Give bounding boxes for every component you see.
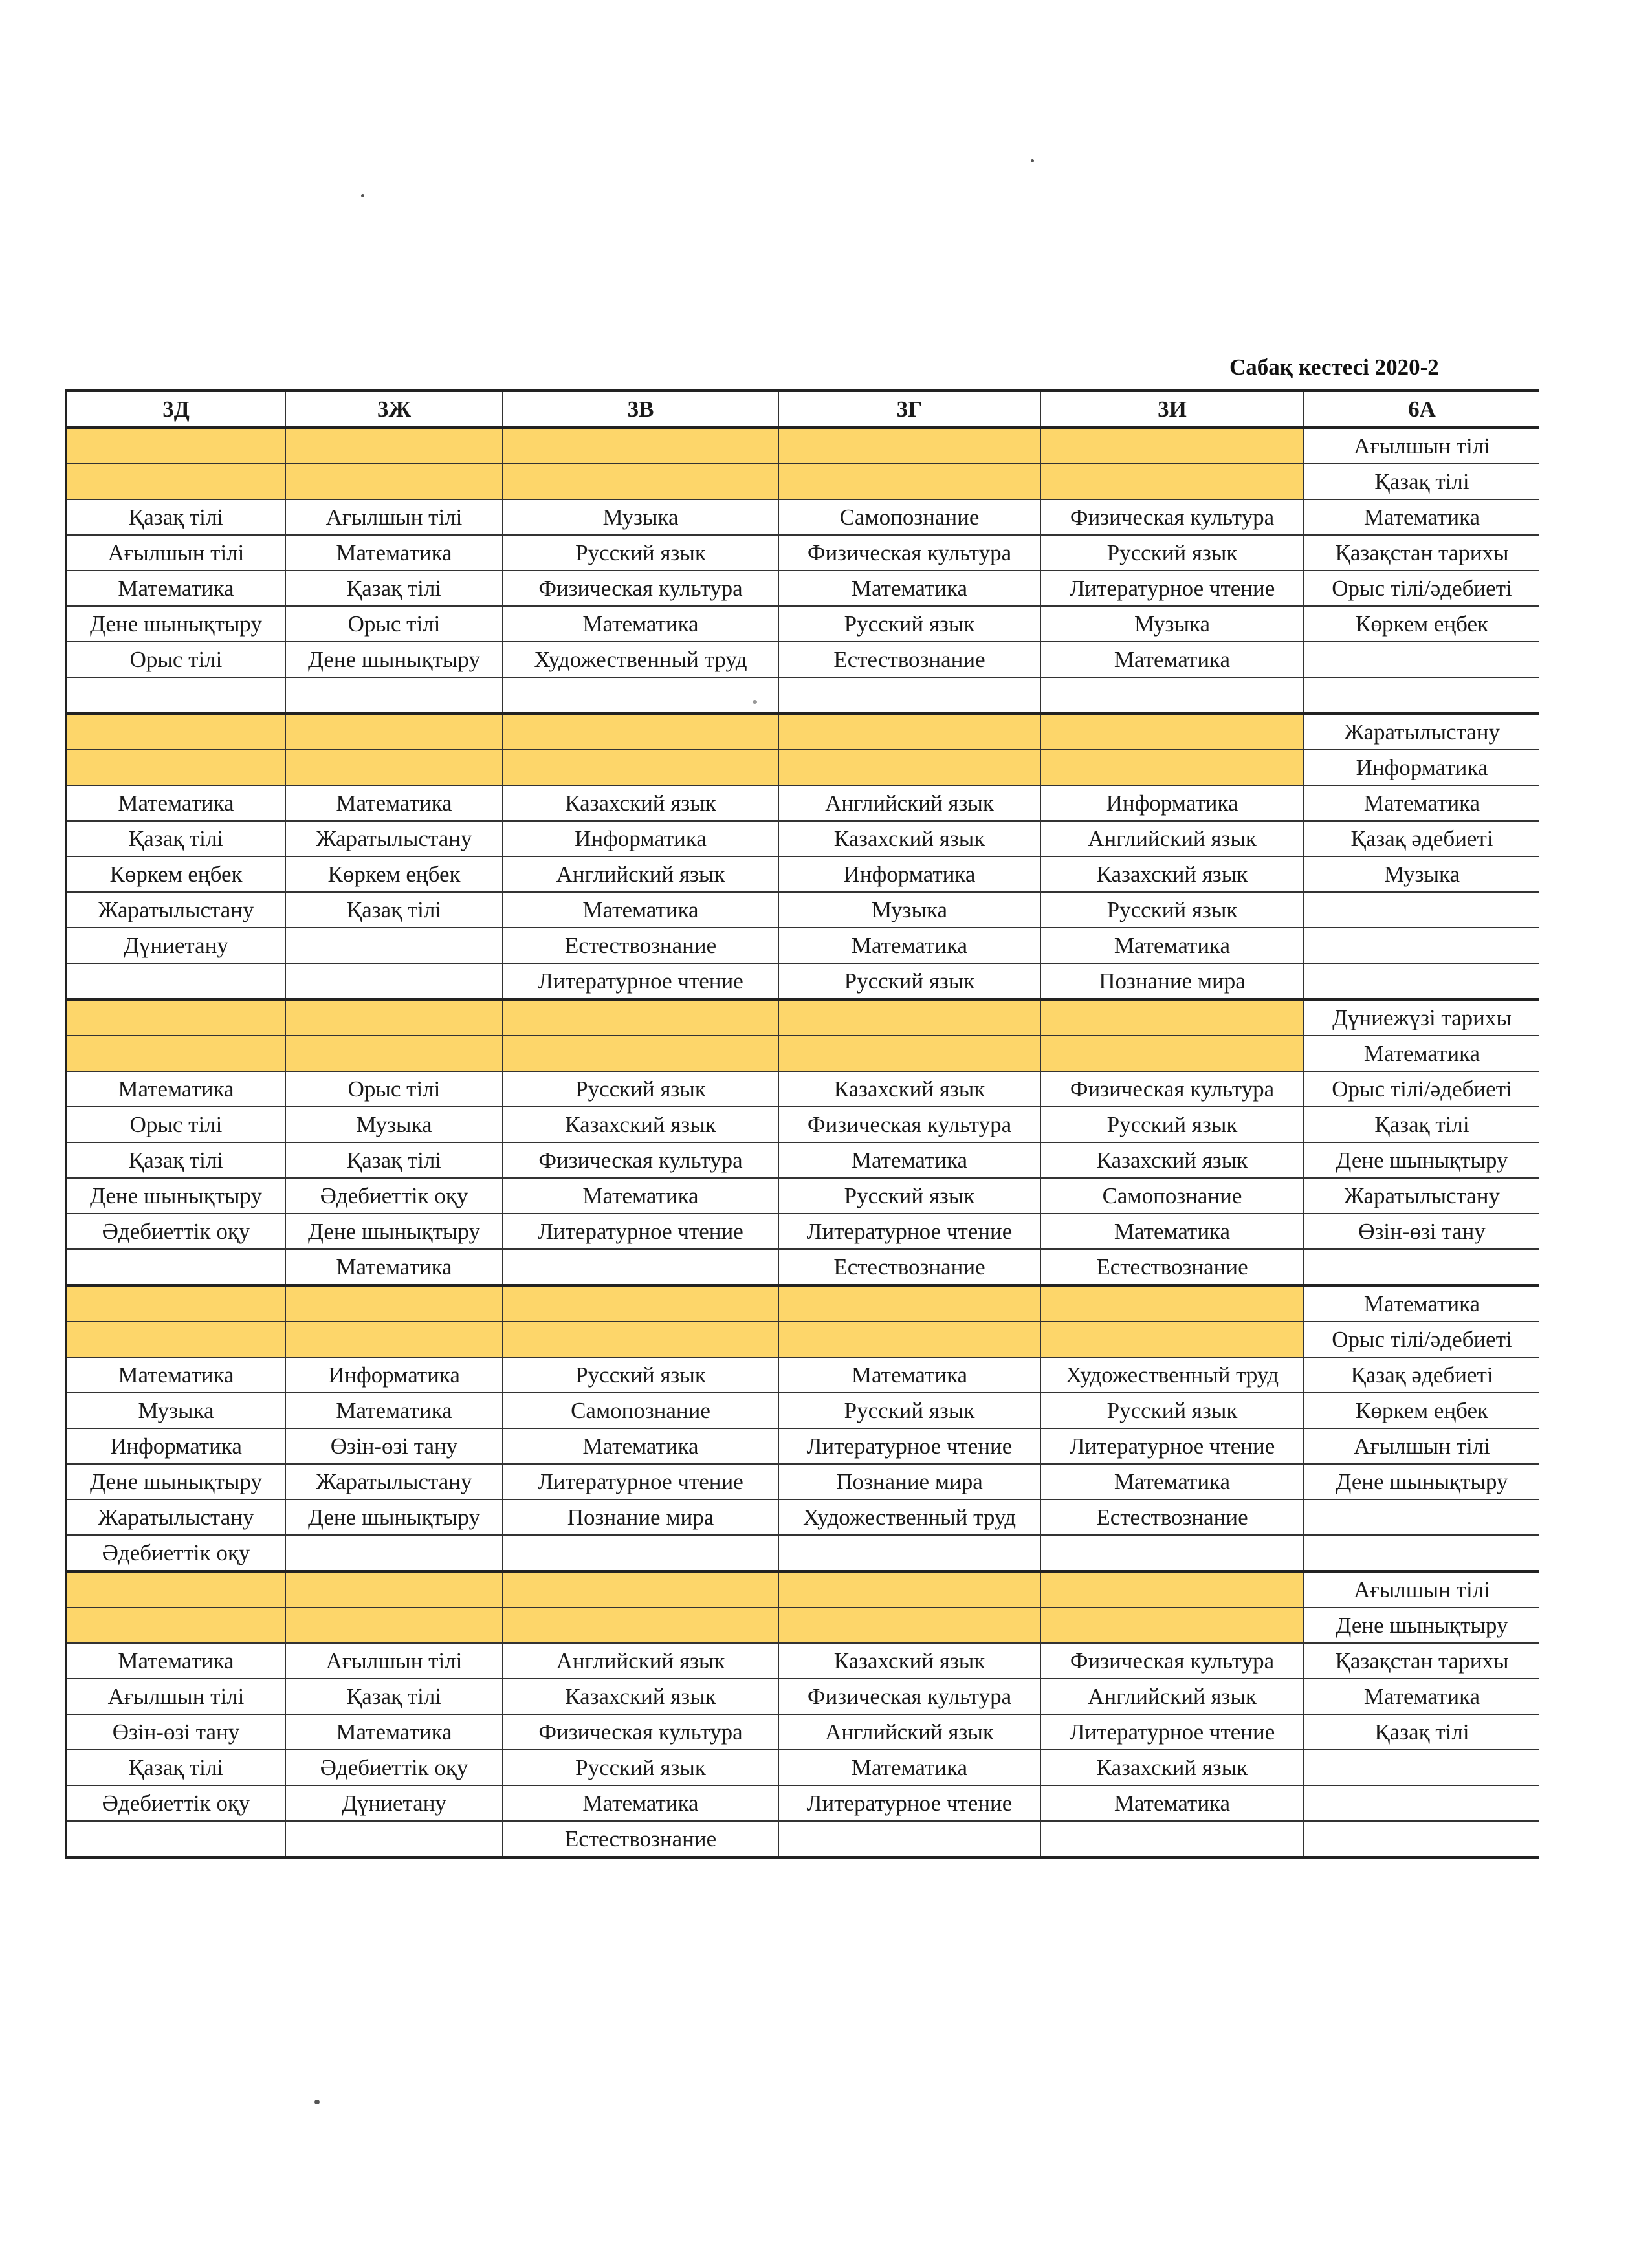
schedule-cell: Казахский язык bbox=[1040, 856, 1304, 892]
schedule-cell: Литературное чтение bbox=[778, 1214, 1040, 1249]
schedule-cell: Английский язык bbox=[1040, 821, 1304, 856]
shaded-cell bbox=[503, 1608, 778, 1643]
shaded-cell bbox=[1040, 1322, 1304, 1357]
shaded-cell bbox=[285, 750, 503, 785]
schedule-cell: Көркем еңбек bbox=[285, 856, 503, 892]
shaded-cell bbox=[1040, 428, 1304, 464]
schedule-cell: Математика bbox=[1040, 642, 1304, 677]
schedule-cell: Математика bbox=[1040, 928, 1304, 963]
schedule-cell: Литературное чтение bbox=[1040, 1714, 1304, 1750]
schedule-cell: Орыс тілі bbox=[66, 642, 285, 677]
table-row bbox=[66, 1393, 1539, 1428]
table-row bbox=[66, 1499, 1539, 1535]
table-row bbox=[66, 1322, 1539, 1357]
schedule-cell: Орыс тілі/әдебиеті bbox=[1304, 1322, 1539, 1357]
schedule-cell: Әдебиеттік оқу bbox=[66, 1785, 285, 1821]
table-row bbox=[66, 1821, 1539, 1857]
table-row bbox=[66, 571, 1539, 606]
schedule-cell: Казахский язык bbox=[503, 1679, 778, 1714]
schedule-cell: Орыс тілі bbox=[66, 1107, 285, 1142]
schedule-cell: Математика bbox=[1040, 1214, 1304, 1249]
schedule-cell: Қазақ әдебиеті bbox=[1304, 821, 1539, 856]
schedule-cell bbox=[1304, 963, 1539, 999]
schedule-cell: Әдебиеттік оқу bbox=[285, 1750, 503, 1785]
schedule-cell: Русский язык bbox=[503, 1357, 778, 1393]
table-row bbox=[66, 1679, 1539, 1714]
shaded-cell bbox=[66, 750, 285, 785]
schedule-cell: Дүниежүзі тарихы bbox=[1304, 999, 1539, 1036]
shaded-cell bbox=[778, 464, 1040, 499]
table-row bbox=[66, 892, 1539, 928]
schedule-cell: Дене шынықтыру bbox=[66, 1464, 285, 1499]
schedule-cell bbox=[66, 1821, 285, 1857]
schedule-cell: Ағылшын тілі bbox=[1304, 1571, 1539, 1608]
schedule-cell: Физическая культура bbox=[778, 1679, 1040, 1714]
schedule-cell: Жаратылыстану bbox=[1304, 714, 1539, 750]
schedule-cell: Көркем еңбек bbox=[1304, 606, 1539, 642]
schedule-cell bbox=[1304, 1499, 1539, 1535]
table-row bbox=[66, 1107, 1539, 1142]
schedule-cell: Жаратылыстану bbox=[285, 1464, 503, 1499]
schedule-cell bbox=[66, 963, 285, 999]
column-header-3i: 3И bbox=[1040, 391, 1304, 428]
schedule-cell: Орыс тілі/әдебиеті bbox=[1304, 1071, 1539, 1107]
schedule-cell: Информатика bbox=[778, 856, 1040, 892]
schedule-cell: Математика bbox=[66, 1357, 285, 1393]
schedule-cell: Жаратылыстану bbox=[66, 892, 285, 928]
schedule-cell: Математика bbox=[778, 1142, 1040, 1178]
shaded-cell bbox=[1040, 750, 1304, 785]
shaded-cell bbox=[1040, 999, 1304, 1036]
schedule-cell: Информатика bbox=[1040, 785, 1304, 821]
schedule-cell: Математика bbox=[1304, 499, 1539, 535]
table-row bbox=[66, 535, 1539, 571]
schedule-cell bbox=[1304, 1750, 1539, 1785]
schedule-cell: Математика bbox=[1304, 1679, 1539, 1714]
schedule-cell bbox=[1304, 1785, 1539, 1821]
schedule-cell: Музыка bbox=[503, 499, 778, 535]
table-row bbox=[66, 1643, 1539, 1679]
table-row bbox=[66, 785, 1539, 821]
shaded-cell bbox=[778, 1608, 1040, 1643]
schedule-cell: Дене шынықтыру bbox=[285, 642, 503, 677]
shaded-cell bbox=[285, 428, 503, 464]
schedule-cell: Қазақ тілі bbox=[285, 571, 503, 606]
schedule-cell: Математика bbox=[778, 928, 1040, 963]
table-row bbox=[66, 999, 1539, 1036]
column-header-3g: 3Г bbox=[778, 391, 1040, 428]
schedule-cell: Дүниетану bbox=[285, 1785, 503, 1821]
schedule-cell: Музыка bbox=[66, 1393, 285, 1428]
schedule-cell: Қазақ тілі bbox=[1304, 1714, 1539, 1750]
shaded-cell bbox=[1040, 1571, 1304, 1608]
schedule-cell: Физическая культура bbox=[1040, 1071, 1304, 1107]
schedule-cell bbox=[1304, 1821, 1539, 1857]
schedule-cell: Информатика bbox=[1304, 750, 1539, 785]
schedule-cell bbox=[285, 1821, 503, 1857]
schedule-sheet bbox=[65, 389, 1539, 1859]
schedule-body bbox=[66, 428, 1539, 1857]
schedule-cell: Информатика bbox=[503, 821, 778, 856]
table-row bbox=[66, 714, 1539, 750]
schedule-cell: Математика bbox=[778, 1357, 1040, 1393]
schedule-cell: Дүниетану bbox=[66, 928, 285, 963]
schedule-cell bbox=[1304, 928, 1539, 963]
schedule-cell: Қазақ тілі bbox=[1304, 464, 1539, 499]
schedule-cell: Физическая культура bbox=[1040, 1643, 1304, 1679]
shaded-cell bbox=[503, 1322, 778, 1357]
shaded-cell bbox=[778, 999, 1040, 1036]
schedule-cell bbox=[1040, 677, 1304, 714]
schedule-cell: Әдебиеттік оқу bbox=[66, 1535, 285, 1571]
shaded-cell bbox=[778, 750, 1040, 785]
schedule-cell: Қазақстан тарихы bbox=[1304, 1643, 1539, 1679]
table-row bbox=[66, 1142, 1539, 1178]
table-row bbox=[66, 1214, 1539, 1249]
table-row bbox=[66, 1249, 1539, 1285]
schedule-cell: Самопознание bbox=[1040, 1178, 1304, 1214]
shaded-cell bbox=[66, 714, 285, 750]
schedule-cell: Литературное чтение bbox=[503, 1464, 778, 1499]
schedule-cell: Дене шынықтыру bbox=[66, 1178, 285, 1214]
table-row bbox=[66, 428, 1539, 464]
schedule-cell bbox=[1040, 1821, 1304, 1857]
table-row bbox=[66, 1428, 1539, 1464]
schedule-cell: Қазақ тілі bbox=[1304, 1107, 1539, 1142]
schedule-cell bbox=[285, 928, 503, 963]
shaded-cell bbox=[503, 1036, 778, 1071]
table-row bbox=[66, 750, 1539, 785]
schedule-cell: Математика bbox=[285, 535, 503, 571]
schedule-cell: Математика bbox=[285, 1249, 503, 1285]
schedule-cell: Қазақ тілі bbox=[66, 1142, 285, 1178]
table-row bbox=[66, 1608, 1539, 1643]
schedule-cell: Физическая культура bbox=[503, 1142, 778, 1178]
schedule-cell: Познание мира bbox=[503, 1499, 778, 1535]
schedule-cell: Казахский язык bbox=[503, 1107, 778, 1142]
shaded-cell bbox=[503, 464, 778, 499]
schedule-cell: Математика bbox=[503, 892, 778, 928]
schedule-cell: Казахский язык bbox=[778, 821, 1040, 856]
shaded-cell bbox=[66, 428, 285, 464]
shaded-cell bbox=[285, 714, 503, 750]
page-title: Сабақ кестесі 2020-2 bbox=[1229, 354, 1439, 380]
schedule-cell: Физическая культура bbox=[778, 535, 1040, 571]
schedule-cell: Жаратылыстану bbox=[66, 1499, 285, 1535]
table-row bbox=[66, 1285, 1539, 1322]
schedule-cell: Естествознание bbox=[503, 928, 778, 963]
schedule-cell bbox=[1304, 1535, 1539, 1571]
schedule-cell: Физическая культура bbox=[778, 1107, 1040, 1142]
schedule-cell: Қазақстан тарихы bbox=[1304, 535, 1539, 571]
schedule-cell bbox=[285, 677, 503, 714]
table-row bbox=[66, 1357, 1539, 1393]
schedule-cell: Қазақ тілі bbox=[285, 1679, 503, 1714]
schedule-cell: Русский язык bbox=[778, 1178, 1040, 1214]
table-row bbox=[66, 1464, 1539, 1499]
schedule-cell: Әдебиеттік оқу bbox=[66, 1214, 285, 1249]
shaded-cell bbox=[1040, 1285, 1304, 1322]
schedule-cell: Русский язык bbox=[1040, 1107, 1304, 1142]
schedule-cell bbox=[66, 1249, 285, 1285]
shaded-cell bbox=[66, 1322, 285, 1357]
shaded-cell bbox=[285, 1571, 503, 1608]
table-row bbox=[66, 963, 1539, 999]
schedule-cell: Ағылшын тілі bbox=[66, 535, 285, 571]
scan-speck bbox=[1031, 159, 1034, 162]
schedule-cell: Математика bbox=[778, 1750, 1040, 1785]
scan-speck bbox=[314, 2100, 320, 2104]
shaded-cell bbox=[285, 1322, 503, 1357]
schedule-cell: Английский язык bbox=[1040, 1679, 1304, 1714]
shaded-cell bbox=[285, 1608, 503, 1643]
scan-speck bbox=[753, 700, 757, 704]
schedule-cell: Литературное чтение bbox=[778, 1428, 1040, 1464]
schedule-cell: Казахский язык bbox=[1040, 1750, 1304, 1785]
schedule-cell: Русский язык bbox=[778, 606, 1040, 642]
schedule-cell: Информатика bbox=[66, 1428, 285, 1464]
table-row bbox=[66, 928, 1539, 963]
table-row bbox=[66, 1036, 1539, 1071]
shaded-cell bbox=[778, 1571, 1040, 1608]
schedule-cell bbox=[503, 1535, 778, 1571]
schedule-cell: Художественный труд bbox=[778, 1499, 1040, 1535]
schedule-cell: Ағылшын тілі bbox=[66, 1679, 285, 1714]
table-row bbox=[66, 677, 1539, 714]
shaded-cell bbox=[66, 1285, 285, 1322]
schedule-cell: Дене шынықтыру bbox=[1304, 1142, 1539, 1178]
schedule-cell: Көркем еңбек bbox=[1304, 1393, 1539, 1428]
shaded-cell bbox=[66, 1036, 285, 1071]
schedule-cell: Математика bbox=[503, 1428, 778, 1464]
schedule-cell: Физическая культура bbox=[503, 1714, 778, 1750]
schedule-cell: Математика bbox=[66, 785, 285, 821]
schedule-cell bbox=[1040, 1535, 1304, 1571]
schedule-cell: Русский язык bbox=[1040, 535, 1304, 571]
header-row bbox=[66, 391, 1539, 428]
schedule-cell: Английский язык bbox=[503, 1643, 778, 1679]
schedule-cell: Математика bbox=[1304, 785, 1539, 821]
schedule-cell: Музыка bbox=[1304, 856, 1539, 892]
column-header-3v: 3В bbox=[503, 391, 778, 428]
schedule-cell: Русский язык bbox=[503, 1750, 778, 1785]
schedule-cell: Музыка bbox=[285, 1107, 503, 1142]
schedule-cell bbox=[778, 1821, 1040, 1857]
shaded-cell bbox=[503, 750, 778, 785]
shaded-cell bbox=[1040, 1608, 1304, 1643]
schedule-cell: Литературное чтение bbox=[1040, 1428, 1304, 1464]
schedule-cell: Математика bbox=[1040, 1464, 1304, 1499]
schedule-header bbox=[66, 391, 1539, 428]
schedule-cell: Познание мира bbox=[778, 1464, 1040, 1499]
schedule-cell: Қазақ тілі bbox=[285, 1142, 503, 1178]
schedule-cell: Казахский язык bbox=[778, 1071, 1040, 1107]
schedule-cell bbox=[1304, 1249, 1539, 1285]
shaded-cell bbox=[503, 428, 778, 464]
schedule-cell: Ағылшын тілі bbox=[285, 499, 503, 535]
schedule-cell: Самопознание bbox=[503, 1393, 778, 1428]
shaded-cell bbox=[503, 714, 778, 750]
shaded-cell bbox=[285, 1285, 503, 1322]
schedule-cell: Казахский язык bbox=[778, 1643, 1040, 1679]
table-row bbox=[66, 606, 1539, 642]
shaded-cell bbox=[1040, 1036, 1304, 1071]
schedule-cell: Қазақ тілі bbox=[285, 892, 503, 928]
schedule-cell: Ағылшын тілі bbox=[1304, 428, 1539, 464]
shaded-cell bbox=[1040, 714, 1304, 750]
table-row bbox=[66, 856, 1539, 892]
schedule-table bbox=[65, 389, 1539, 1859]
table-row bbox=[66, 1178, 1539, 1214]
column-header-3d: 3Д bbox=[66, 391, 285, 428]
shaded-cell bbox=[66, 1608, 285, 1643]
schedule-cell: Математика bbox=[285, 1714, 503, 1750]
schedule-cell: Қазақ тілі bbox=[66, 1750, 285, 1785]
shaded-cell bbox=[778, 1036, 1040, 1071]
schedule-cell: Русский язык bbox=[503, 1071, 778, 1107]
schedule-cell: Ағылшын тілі bbox=[1304, 1428, 1539, 1464]
table-row bbox=[66, 1535, 1539, 1571]
schedule-cell: Естествознание bbox=[1040, 1249, 1304, 1285]
schedule-cell bbox=[778, 677, 1040, 714]
schedule-cell bbox=[285, 963, 503, 999]
schedule-cell: Жаратылыстану bbox=[285, 821, 503, 856]
schedule-cell: Художественный труд bbox=[1040, 1357, 1304, 1393]
schedule-cell: Өзін-өзі тану bbox=[285, 1428, 503, 1464]
schedule-cell: Орыс тілі bbox=[285, 606, 503, 642]
table-row bbox=[66, 1785, 1539, 1821]
schedule-cell: Естествознание bbox=[503, 1821, 778, 1857]
schedule-cell bbox=[503, 677, 778, 714]
schedule-cell: Қазақ тілі bbox=[66, 499, 285, 535]
shaded-cell bbox=[66, 1571, 285, 1608]
schedule-cell: Дене шынықтыру bbox=[1304, 1464, 1539, 1499]
table-row bbox=[66, 1714, 1539, 1750]
schedule-cell: Математика bbox=[66, 571, 285, 606]
schedule-cell bbox=[1304, 642, 1539, 677]
schedule-cell: Художественный труд bbox=[503, 642, 778, 677]
schedule-cell: Казахский язык bbox=[1040, 1142, 1304, 1178]
schedule-cell: Самопознание bbox=[778, 499, 1040, 535]
schedule-cell: Английский язык bbox=[503, 856, 778, 892]
schedule-cell: Русский язык bbox=[778, 963, 1040, 999]
schedule-cell: Математика bbox=[66, 1643, 285, 1679]
schedule-cell bbox=[778, 1535, 1040, 1571]
shaded-cell bbox=[285, 1036, 503, 1071]
schedule-cell: Естествознание bbox=[1040, 1499, 1304, 1535]
shaded-cell bbox=[778, 428, 1040, 464]
schedule-cell bbox=[503, 1249, 778, 1285]
schedule-cell: Орыс тілі bbox=[285, 1071, 503, 1107]
schedule-cell: Естествознание bbox=[778, 1249, 1040, 1285]
table-row bbox=[66, 1571, 1539, 1608]
schedule-cell: Математика bbox=[1040, 1785, 1304, 1821]
schedule-cell: Литературное чтение bbox=[1040, 571, 1304, 606]
schedule-cell: Казахский язык bbox=[503, 785, 778, 821]
scan-speck bbox=[361, 194, 364, 197]
schedule-cell: Математика bbox=[66, 1071, 285, 1107]
schedule-cell: Ағылшын тілі bbox=[285, 1643, 503, 1679]
table-row bbox=[66, 499, 1539, 535]
schedule-cell: Қазақ әдебиеті bbox=[1304, 1357, 1539, 1393]
schedule-cell: Математика bbox=[778, 571, 1040, 606]
schedule-cell: Дене шынықтыру bbox=[285, 1499, 503, 1535]
schedule-cell: Математика bbox=[503, 1785, 778, 1821]
schedule-cell: Дене шынықтыру bbox=[66, 606, 285, 642]
schedule-cell: Математика bbox=[1304, 1036, 1539, 1071]
schedule-cell: Литературное чтение bbox=[503, 1214, 778, 1249]
schedule-cell: Естествознание bbox=[778, 642, 1040, 677]
schedule-cell: Русский язык bbox=[1040, 892, 1304, 928]
schedule-cell: Математика bbox=[503, 606, 778, 642]
schedule-cell: Дене шынықтыру bbox=[1304, 1608, 1539, 1643]
shaded-cell bbox=[285, 999, 503, 1036]
column-header-3zh: 3Ж bbox=[285, 391, 503, 428]
shaded-cell bbox=[1040, 464, 1304, 499]
shaded-cell bbox=[285, 464, 503, 499]
schedule-cell: Музыка bbox=[1040, 606, 1304, 642]
schedule-cell bbox=[66, 677, 285, 714]
shaded-cell bbox=[503, 1571, 778, 1608]
schedule-cell bbox=[1304, 677, 1539, 714]
schedule-cell: Жаратылыстану bbox=[1304, 1178, 1539, 1214]
shaded-cell bbox=[778, 714, 1040, 750]
schedule-cell: Математика bbox=[1304, 1285, 1539, 1322]
schedule-cell: Информатика bbox=[285, 1357, 503, 1393]
table-row bbox=[66, 1750, 1539, 1785]
schedule-cell: Литературное чтение bbox=[778, 1785, 1040, 1821]
schedule-cell: Русский язык bbox=[778, 1393, 1040, 1428]
schedule-cell: Өзін-өзі тану bbox=[66, 1714, 285, 1750]
schedule-cell: Физическая культура bbox=[503, 571, 778, 606]
column-header-6a: 6А bbox=[1304, 391, 1539, 428]
schedule-cell: Познание мира bbox=[1040, 963, 1304, 999]
schedule-cell: Русский язык bbox=[1040, 1393, 1304, 1428]
schedule-cell: Физическая культура bbox=[1040, 499, 1304, 535]
schedule-cell: Көркем еңбек bbox=[66, 856, 285, 892]
schedule-cell: Орыс тілі/әдебиеті bbox=[1304, 571, 1539, 606]
shaded-cell bbox=[66, 464, 285, 499]
schedule-cell: Дене шынықтыру bbox=[285, 1214, 503, 1249]
schedule-cell: Әдебиеттік оқу bbox=[285, 1178, 503, 1214]
shaded-cell bbox=[778, 1322, 1040, 1357]
schedule-cell: Математика bbox=[285, 785, 503, 821]
schedule-cell: Английский язык bbox=[778, 785, 1040, 821]
shaded-cell bbox=[778, 1285, 1040, 1322]
schedule-cell: Английский язык bbox=[778, 1714, 1040, 1750]
table-row bbox=[66, 464, 1539, 499]
schedule-cell: Математика bbox=[503, 1178, 778, 1214]
shaded-cell bbox=[503, 1285, 778, 1322]
shaded-cell bbox=[503, 999, 778, 1036]
schedule-cell bbox=[1304, 892, 1539, 928]
schedule-cell: Қазақ тілі bbox=[66, 821, 285, 856]
table-row bbox=[66, 821, 1539, 856]
table-row bbox=[66, 1071, 1539, 1107]
schedule-cell: Литературное чтение bbox=[503, 963, 778, 999]
schedule-cell: Өзін-өзі тану bbox=[1304, 1214, 1539, 1249]
table-row bbox=[66, 642, 1539, 677]
schedule-cell: Музыка bbox=[778, 892, 1040, 928]
schedule-cell bbox=[285, 1535, 503, 1571]
schedule-cell: Русский язык bbox=[503, 535, 778, 571]
schedule-cell: Математика bbox=[285, 1393, 503, 1428]
shaded-cell bbox=[66, 999, 285, 1036]
